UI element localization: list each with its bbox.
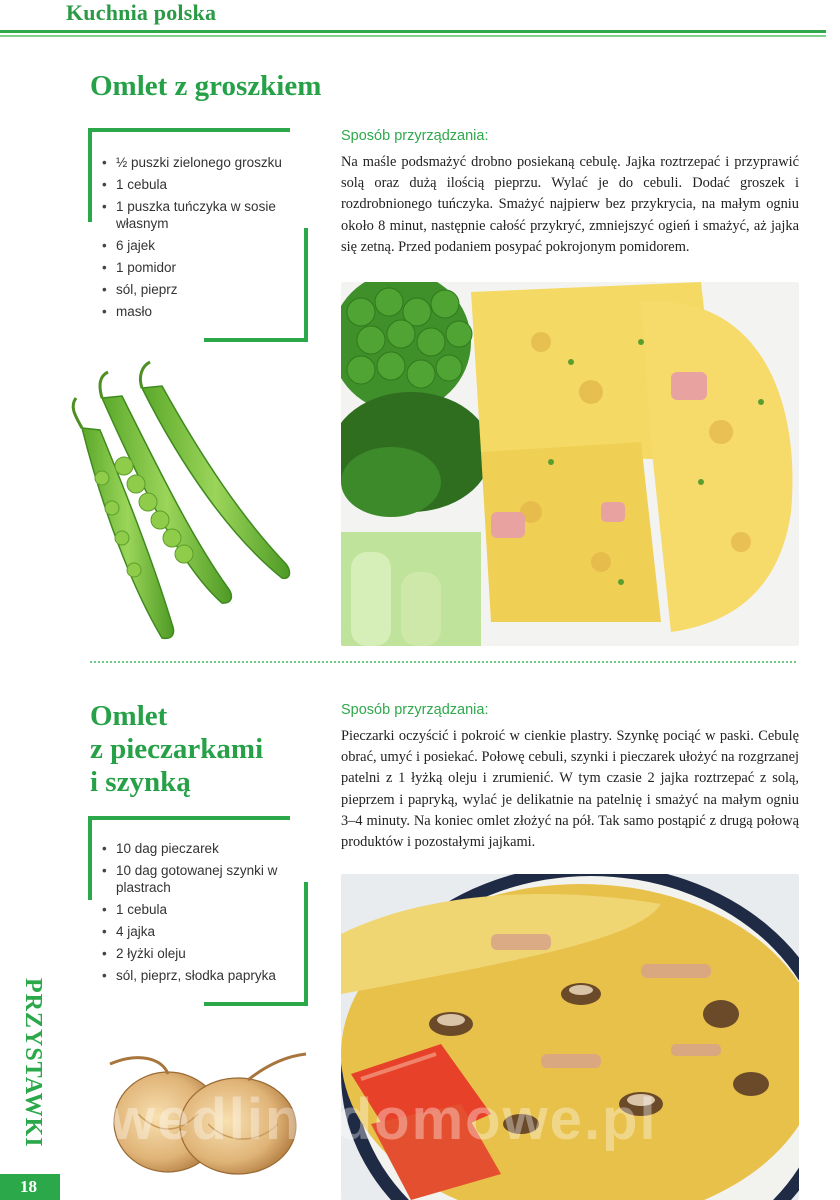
header-divider-light bbox=[0, 35, 826, 37]
ingredient-item: • 1 puszka tuńczyka w sosie własnym bbox=[100, 198, 300, 232]
recipe-title-omlet-z-groszkiem: Omlet z groszkiem bbox=[90, 70, 322, 102]
page-number: 18 bbox=[20, 1177, 37, 1196]
recipe-title-line-1: Omlet bbox=[90, 700, 168, 732]
method-heading-1: Sposób przyrządzania: bbox=[341, 128, 489, 144]
ingredient-item: • 10 dag pieczarek bbox=[100, 840, 300, 857]
ingredient-item: • 2 łyżki oleju bbox=[100, 945, 300, 962]
ingredient-item: • sól, pieprz, słodka papryka bbox=[100, 967, 300, 984]
recipe-title-line-3: i szynką bbox=[90, 766, 191, 798]
ingredient-item: • 4 jajka bbox=[100, 923, 300, 940]
watermark: wedlinydomowe.pl bbox=[110, 1087, 658, 1152]
ingredient-item: • 1 pomidor bbox=[100, 259, 300, 276]
ingredients-box-2 bbox=[88, 816, 308, 1006]
method-text-2: Pieczarki oczyścić i pokroić w cienkie plastry. Szynkę pociąć w paski. Cebulę obrać, umyć i posiekać. Połowę cebuli, szynki i pieczarek ułożyć na rozgrzanej patelni z 1 łyżką oleju i zrumienić. W tym czasie 2 jajka roztrzepać z solą, pieprzem i papryką, wylać je delikatnie na patelnię i smażyć na małym ogniu 3–4 minuty. Na koniec omlet złożyć na pół. Tak samo postąpić z drugą połową produktów i pozostałymi jajkami. bbox=[341, 728, 799, 851]
ingredients-list-2 bbox=[100, 840, 300, 989]
omelette-with-peas-photo bbox=[341, 282, 799, 646]
pea-pods-illustration bbox=[62, 358, 302, 648]
ingredient-item: • masło bbox=[100, 303, 300, 320]
ingredient-item: • ½ puszki zielonego groszku bbox=[100, 154, 300, 171]
section-title: Kuchnia polska bbox=[66, 0, 217, 25]
method-heading-2: Sposób przyrządzania: bbox=[341, 702, 489, 718]
ingredients-box-1 bbox=[88, 128, 308, 342]
side-section-label: PRZYSTAWKI bbox=[20, 978, 46, 1148]
ingredient-item: • 1 cebula bbox=[100, 901, 300, 918]
ingredient-item: • sól, pieprz bbox=[100, 281, 300, 298]
ingredients-list-1 bbox=[100, 154, 300, 325]
ingredient-item: • 6 jajek bbox=[100, 237, 300, 254]
method-text-1: Na maśle podsmażyć drobno posiekaną cebulę. Jajka roztrzepać i przyprawić solą oraz dużą ilością pieprzu. Wylać je do cebuli. Dodać groszek i rozdrobnionego tuńczyka. Smażyć najpierw bez przykrycia, na małym ogniu około 8 minut, następnie całość przykryć, zmniejszyć ogień i smażyć, aż jajka się zetną. Przed podaniem posypać pokrojonym pomidorem. bbox=[341, 154, 799, 255]
ingredient-item: • 1 cebula bbox=[100, 176, 300, 193]
recipe-title-omlet-z-pieczarkami bbox=[90, 700, 263, 799]
section-separator bbox=[90, 661, 796, 663]
ingredient-item: • 10 dag gotowanej szynki w plastrach bbox=[100, 862, 300, 896]
recipe-title-line-2: z pieczarkami bbox=[90, 733, 264, 765]
header-divider bbox=[0, 30, 826, 33]
